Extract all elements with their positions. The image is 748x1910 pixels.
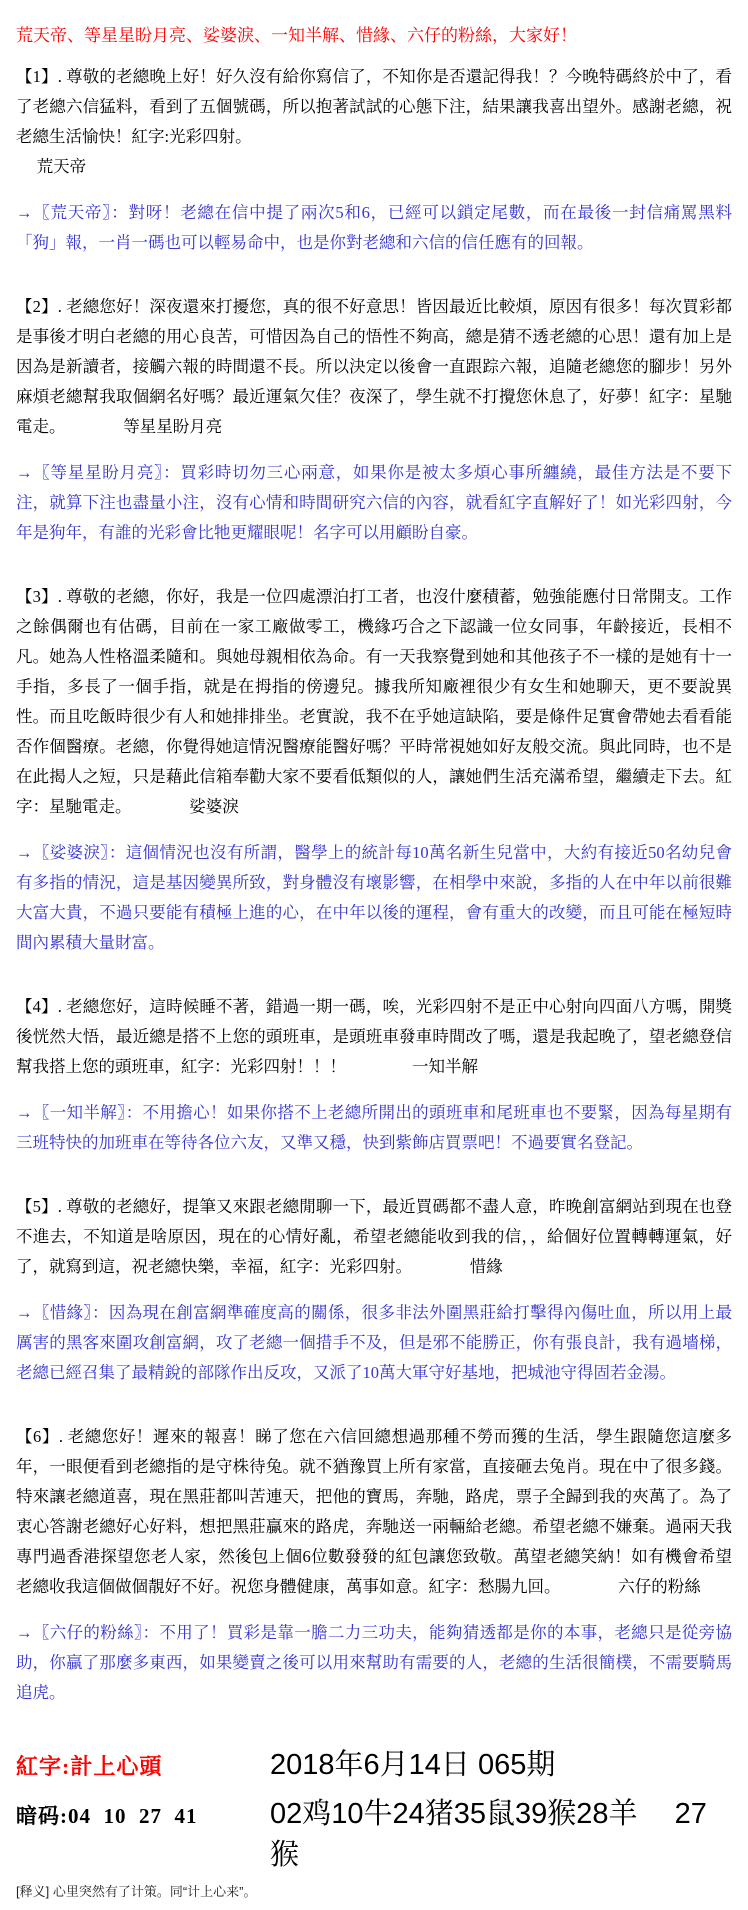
letter-5	[16, 1192, 732, 1282]
zodiac-numbers: 02鸡10牛24猪35鼠39猴28羊 27猴	[270, 1798, 707, 1871]
letter-1	[16, 62, 732, 182]
letter-3	[16, 582, 732, 822]
reply-4: →〖一知半解〗：不用擔心！如果你搭不上老總所開出的頭班車和尾班車也不要緊，因為每星期有三班特快的加班車在等待各位六友，又準又穩，快到紫飾店買票吧！不過要實名登記。	[16, 1103, 732, 1152]
footer-row-2	[16, 1791, 732, 1873]
reply-2: →〖等星星盼月亮〗：買彩時切勿三心兩意，如果你是被太多煩心事所纏繞，最佳方法是不要下注，就算下注也盡量小注，沒有心情和時間研究六信的內容，就看紅字直解好了！如光彩四射，今年是狗年，有誰的光彩會比牠更耀眼呢！名字可以用顧盼自豪。	[16, 463, 732, 542]
letter-6-body: 【6】. 老總您好！遲來的報喜！睇了您在六信回總想過那種不勞而獲的生活，學生跟隨您這麼多年，一眼便看到老總指的是守株待兔。就不猶豫買上所有家當，直接砸去兔肖。現在中了很多錢。特來讓老總道喜，現在黑莊都叫苦連天，把他的寶馬，奔馳，路虎，票子全歸到我的夾萬了。為了衷心答謝老總好心好料，想把黑莊贏來的路虎，奔馳送一兩輛給老總。希望老總不嫌棄。過兩天我專門過香港探望您老人家，然後包上個6位數發發的紅包讓您致敬。萬望老總笑納！如有機會希望老總收我這個做個靚好不好。祝您身體健康，萬事如意。紅字：愁腸九回。 六仔的粉絲	[16, 1427, 732, 1596]
footer	[16, 1742, 732, 1900]
definition-note: [释义] 心里突然有了计策。同“计上心来”。	[16, 1884, 257, 1899]
letter-3-body: 【3】. 尊敬的老總，你好，我是一位四處漂泊打工者，也沒什麼積蓄，勉強能應付日常開支。工作之餘偶爾也有估碼，目前在一家工廠做零工，機緣巧合之下認識一位女同事，年齡接近，長相不凡。她為人性格溫柔隨和。與她母親相依為命。有一天我察覺到她和其他孩子不一樣的是她有十一手指，多長了一個手指，就是在拇指的傍邊兒。據我所知廠裡很少有女生和她聊天，更不要說異性。而且吃飯時很少有人和她排排坐。老實說，我不在乎她這缺陷，要是條件足實會帶她去看看能否作個醫療。老總，你覺得她這情況醫療能醫好嗎？平時常視她如好友般交流。與此同時，也不是在此揭人之短，只是藉此信箱奉勸大家不要看低類似的人，讓她們生活充滿希望，繼續走下去。紅字：星馳電走。 娑婆淚	[16, 587, 732, 816]
letter-4	[16, 992, 732, 1082]
reply-3: →〖娑婆淚〗：這個情況也沒有所謂，醫學上的統計每10萬名新生兒當中，大約有接近50名幼兒會有多指的情況，這是基因變異所致，對身體沒有壞影響，在相學中來說，多指的人在中年以前很難大富大貴，不過只要能有積極上進的心，在中年以後的運程，會有重大的改變，而且可能在極短時間內累積大量財富。	[16, 843, 732, 952]
letter-1-body: 【1】. 尊敬的老總晚上好！好久沒有給你寫信了，不知你是否還記得我！？今晚特碼終於中了，看了老總六信猛料，看到了五個號碼，所以抱著試試的心態下注，結果讓我喜出望外。感謝老總，祝老總生活愉快！紅字:光彩四射。	[16, 67, 732, 146]
reply-1: →〖荒天帝〗：對呀！老總在信中提了兩次5和6，已經可以鎖定尾數，而在最後一封信痛罵黑料「狗」報，一肖一碼也可以輕易命中，也是你對老總和六信的信任應有的回報。	[16, 203, 732, 252]
red-word-label: 紅字:計上心頭	[16, 1754, 163, 1779]
footer-row-1	[16, 1742, 732, 1783]
letter-1-signature: 荒天帝	[16, 157, 87, 176]
letter-4-body: 【4】. 老總您好，這時候睡不著，錯過一期一碼，唉，光彩四射不是正中心射向四面八方嗎，開獎後恍然大悟，最近總是搭不上您的頭班車，是頭班車發車時間改了嗎，還是我起晚了，望老總登信幫我搭上您的頭班車，紅字：光彩四射！！！ 一知半解	[16, 997, 732, 1076]
issue-date: 2018年6月14日 065期	[270, 1749, 556, 1781]
letter-5-body: 【5】. 尊敬的老總好，提筆又來跟老總閒聊一下，最近買碼都不盡人意，昨晚創富網站到現在也登不進去，不知道是啥原因，現在的心情好亂，希望老總能收到我的信，，給個好位置轉轉運氣，好了，就寫到這，祝老總快樂，幸福，紅字：光彩四射。 惜緣	[16, 1197, 732, 1276]
letter-2-body: 【2】. 老總您好！深夜還來打擾您，真的很不好意思！皆因最近比較煩，原因有很多！每次買彩都是事後才明白老總的用心良苦，可惜因為自己的悟性不夠高，總是猜不透老總的心思！還有加上是因為是新讀者，接觸六報的時間還不長。所以決定以後會一直跟踪六報，追隨老總您的腳步！另外麻煩老總幫我取個網名好嗎？最近運氣欠佳？夜深了，學生就不打攪您休息了，好夢！紅字：星馳電走。 等星星盼月亮	[16, 297, 732, 436]
reply-6: →〖六仔的粉絲〗：不用了！買彩是靠一膽二力三功夫，能夠猜透都是你的本事，老總只是從旁協助，你贏了那麼多東西，如果變賣之後可以用來幫助有需要的人，老總的生活很簡樸，不需要騎馬追虎。	[16, 1623, 732, 1702]
letter-6	[16, 1422, 732, 1602]
greeting-line: 荒天帝、等星星盼月亮、娑婆淚、一知半解、惜緣、六仔的粉絲，大家好！	[16, 26, 577, 45]
reply-5: →〖惜緣〗：因為現在創富網準確度高的關係，很多非法外圍黑莊給打擊得內傷吐血，所以用上最厲害的黑客來圍攻創富網，攻了老總一個措手不及，但是邪不能勝正，你有張良計，我有過墻梯，老總已經召集了最精銳的部隊作出反攻，又派了10萬大軍守好基地，把城池守得固若金湯。	[16, 1303, 732, 1382]
dark-code: 暗码:04 10 27 41	[16, 1804, 198, 1828]
letter-2	[16, 292, 732, 442]
